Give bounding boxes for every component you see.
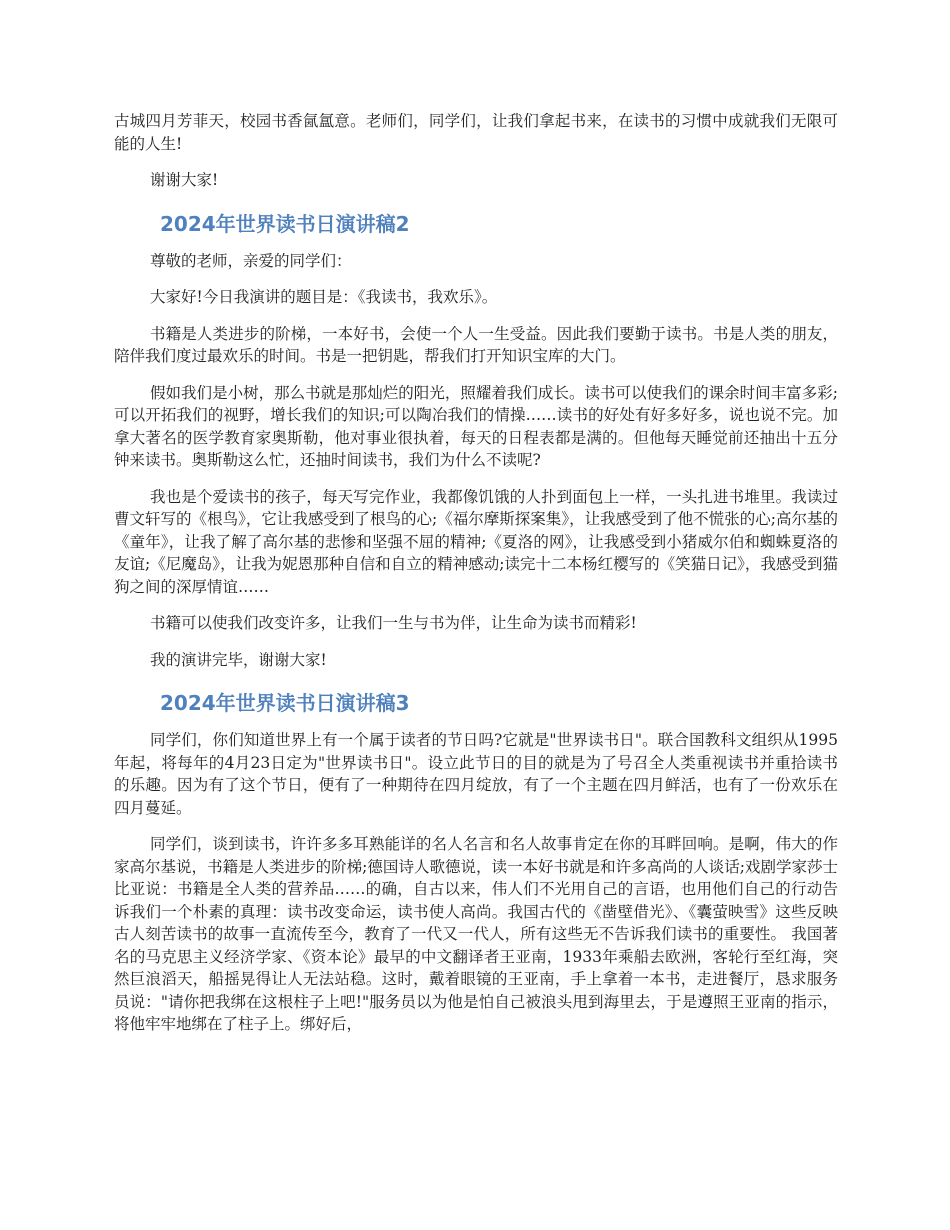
paragraph: 书籍是人类进步的阶梯，一本好书，会使一个人一生受益。因此我们要勤于读书。书是人类的朋友，陪伴我们度过最欢乐的时间。书是一把钥匙，帮我们打开知识宝库的大门。 [114, 324, 838, 365]
paragraph: 大家好!今日我演讲的题目是：《我读书，我欢乐》。 [150, 288, 498, 306]
section-heading: 2024年世界读书日演讲稿3 [160, 691, 410, 715]
paragraph: 古城四月芳菲天，校园书香氤氲意。老师们，同学们，让我们拿起书来，在读书的习惯中成就我们无限可能的人生! [114, 112, 838, 153]
paragraph: 书籍可以使我们改变许多，让我们一生与书为伴，让生命为读书而精彩! [150, 614, 637, 632]
paragraph: 同学们，你们知道世界上有一个属于读者的节日吗?它就是"世界读书日"。联合国教科文组织从1995年起，将每年的4月23日定为"世界读书日"。设立此节日的目的就是为了号召全人类重视读书并重拾读书的乐趣。因为有了这个节日，便有了一种期待在四月绽放，有了一个主题在四月鲜活，也有了一份欢乐在四月蔓延。 [114, 731, 838, 817]
paragraph: 谢谢大家! [150, 171, 219, 189]
paragraph: 同学们，谈到读书，许许多多耳熟能详的名人名言和名人故事肯定在你的耳畔回响。是啊，伟大的作家高尔基说，书籍是人类进步的阶梯;德国诗人歌德说，读一本好书就是和许多高尚的人谈话;戏剧学家莎士比亚说：书籍是全人类的营养品……的确，自古以来，伟人们不光用自己的言语，也用他们自己的行动告诉我们一个朴素的真理：读书改变命运，读书使人高尚。我国古代的《凿壁借光》、《囊萤映雪》这些反映古人刻苦读书的故事一直流传至今，教育了一代又一代人，所有这些无不告诉我们读书的重要性。 我国著名的马克思主义经济学家、《资本论》最早的中文翻译者王亚南，1933年乘船去欧洲，客轮行至红海，突然巨浪滔天，船摇晃得让人无法站稳。这时，戴着眼镜的王亚南，手上拿着一本书，走进餐厅，恳求服务员说："请你把我绑在这根柱子上吧!"服务员以为他是怕自己被浪头甩到海里去，于是遵照王亚南的指示，将他牢牢地绑在了柱子上。绑好后， [114, 835, 838, 1033]
paragraph: 尊敬的老师，亲爱的同学们： [150, 251, 352, 270]
paragraph: 我也是个爱读书的孩子，每天写完作业，我都像饥饿的人扑到面包上一样，一头扎进书堆里。我读过曹文轩写的《根鸟》，它让我感受到了根鸟的心;《福尔摩斯探案集》，让我感受到了他不慌张的心;高尔基的《童年》，让我了解了高尔基的悲惨和坚强不屈的精神;《夏洛的网》，让我感受到小猪威尔伯和蜘蛛夏洛的友谊;《尼魔岛》，让我为妮恩那种自信和自立的精神感动;读完十二本杨红樱写的《笑猫日记》，我感受到猫狗之间的深厚情谊…… [114, 487, 838, 596]
paragraph: 我的演讲完毕，谢谢大家! [150, 650, 327, 669]
paragraph: 假如我们是小树，那么书就是那灿烂的阳光，照耀着我们成长。读书可以使我们的课余时间丰富多彩;可以开拓我们的视野，增长我们的知识;可以陶冶我们的情操……读书的好处有好多好多，说也说不完。加拿大著名的医学教育家奥斯勒，他对事业很执着，每天的日程表都是满的。但他每天睡觉前还抽出十五分钟来读书。奥斯勒这么忙，还抽时间读书，我们为什么不读呢? [114, 383, 838, 469]
document-page [114, 110, 838, 1050]
section-heading: 2024年世界读书日演讲稿2 [160, 211, 410, 236]
